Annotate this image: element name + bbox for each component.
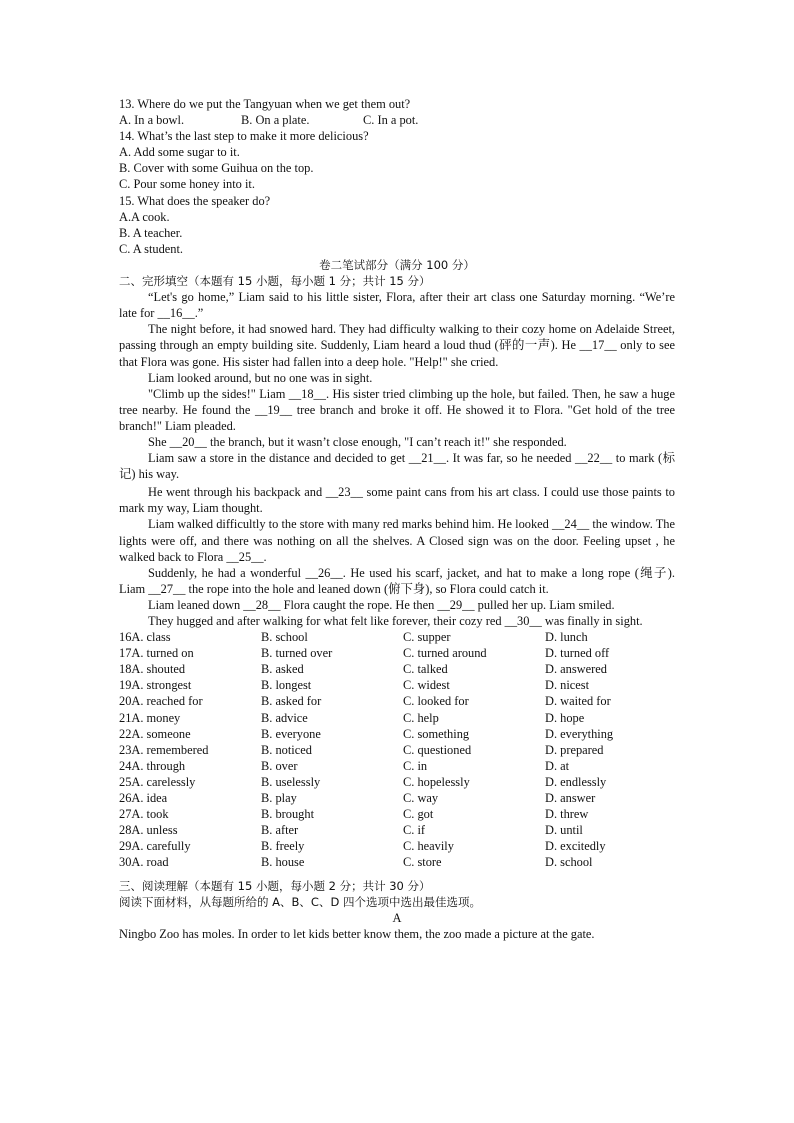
option-cell: C. widest [403,678,450,693]
option-row [119,774,679,790]
reading-instruction: 阅读下面材料，从每题所给的 A、B、C、D 四个选项中选出最佳选项。 [119,894,481,909]
option-cell: 19A. strongest [119,678,192,693]
option-row [119,790,679,806]
exam-content [119,96,675,942]
cloze-paragraph: Liam walked difficultly to the store with many red marks behind him. He looked __24__ the window. The lights were off, and there was nothing on all the shelves. A Closed sign was on the door. Feeling upset , he walked back to Flora __25__. [119,517,675,564]
option-cell: C. if [403,823,426,838]
option-cell: B. asked [261,662,304,677]
question-13-options [119,112,675,128]
option-cell: C. way [403,791,439,806]
option-cell: B. play [261,791,297,806]
option-cell: D. endlessly [545,774,607,789]
cloze-heading: 二、完形填空（本题有 15 小题，每小题 1 分；共计 15 分） [119,274,431,289]
cloze-paragraph: “Let's go home,” Liam said to his little sister, Flora, after their art class one Saturday morning. “We’re late for __16__.” [119,290,675,321]
option-cell: 29A. carefully [119,839,191,854]
option-cell: 30A. road [119,855,169,870]
option-b: B. A teacher. [119,225,183,240]
option-row [119,758,679,774]
cloze-paragraph: Suddenly, he had a wonderful __26__. He used his scarf, jacket, and hat to make a long rope (绳子). Liam __27__ the rope into the hole and leaned down (俯下身), so Flora could catch it. [119,565,675,596]
cloze-paragraph: The night before, it had snowed hard. They had difficulty walking to their cozy home on Adelaide Street, passing through an empty building site. Suddenly, Liam heard a loud thud (砰的一声). He __17__ only to see that Flora was gone. His sister had fallen into a deep hole. "Help!" she cried. [119,322,675,369]
option-a: A. Add some sugar to it. [119,145,240,160]
option-row [119,645,679,661]
option-cell: C. looked for [403,694,469,709]
option-cell: C. got [403,807,434,822]
option-row [119,661,679,677]
option-cell: D. until [545,823,583,838]
option-cell: D. answered [545,662,607,677]
option-cell: 24A. through [119,758,186,773]
option-row [119,742,679,758]
cloze-paragraph: He went through his backpack and __23__ some paint cans from his art class. I could use those paints to mark my way, Liam thought. [119,485,675,516]
option-row [119,693,679,709]
option-cell: 27A. took [119,807,169,822]
option-cell: B. everyone [261,726,321,741]
option-cell: D. hope [545,710,585,725]
option-c: C. Pour some honey into it. [119,177,255,192]
option-b: B. Cover with some Guihua on the top. [119,161,314,176]
option-cell: B. brought [261,807,315,822]
option-row [119,838,679,854]
option-c: C. A student. [119,241,184,256]
option-cell: 21A. money [119,710,181,725]
cloze-paragraph: They hugged and after walking for what felt like forever, their cozy red __30__ was finally in sight. [148,614,643,628]
passage-first-line: Ningbo Zoo has moles. In order to let kids better know them, the zoo made a picture at the gate. [119,926,595,941]
option-c: C. In a pot. [363,113,419,128]
option-cell: C. hopelessly [403,774,470,789]
option-a: A.A cook. [119,209,170,224]
option-cell: D. nicest [545,678,590,693]
option-cell: D. threw [545,807,589,822]
cloze-paragraph: She __20__ the branch, but it wasn’t close enough, "I can’t reach it!" she responded. [148,434,567,449]
option-cell: C. heavily [403,839,454,854]
cloze-paragraph: Liam saw a store in the distance and decided to get __21__. It was far, so he needed __22__ to mark (标记) his way. [119,451,675,482]
question-13: 13. Where do we put the Tangyuan when we get them out? [119,97,411,111]
option-cell: 18A. shouted [119,662,186,677]
cloze-paragraph: Liam looked around, but no one was in sight. [148,370,373,385]
option-a: A. In a bowl. [119,113,185,128]
option-cell: C. turned around [403,646,487,661]
cloze-options-table [119,629,679,870]
option-cell: 17A. turned on [119,646,194,661]
option-cell: D. prepared [545,742,604,757]
option-cell: 20A. reached for [119,694,203,709]
option-cell: C. in [403,758,428,773]
option-row [119,677,679,693]
option-cell: 25A. carelessly [119,774,196,789]
question-15: 15. What does the speaker do? [119,193,271,208]
option-cell: 22A. someone [119,726,191,741]
option-cell: B. longest [261,678,312,693]
cloze-paragraph: "Climb up the sides!" Liam __18__. His sister tried climbing up the hole, but failed. Then, he saw a huge tree nearby. He found the __19__ tree branch and broke it off. He showed it to Flora. "Get hold of the tree branch!" Liam pleaded. [119,386,675,433]
option-row [119,710,679,726]
option-cell: D. everything [545,726,614,741]
option-cell: B. freely [261,839,305,854]
option-cell: 16A. class [119,630,171,645]
option-cell: B. after [261,823,299,838]
option-cell: C. store [403,855,442,870]
option-cell: C. something [403,726,470,741]
question-14: 14. What’s the last step to make it more delicious? [119,129,369,144]
option-cell: 23A. remembered [119,742,209,757]
option-cell: C. talked [403,662,448,677]
option-row [119,806,679,822]
option-cell: B. over [261,758,298,773]
option-cell: 28A. unless [119,823,178,838]
option-cell: B. school [261,630,308,645]
option-row [119,726,679,742]
option-cell: B. house [261,855,305,870]
reading-heading: 三、阅读理解（本题有 15 小题，每小题 2 分；共计 30 分） [119,878,431,893]
option-cell: B. uselessly [261,774,321,789]
option-cell: D. excitedly [545,839,606,854]
option-cell: 26A. idea [119,791,168,806]
option-cell: C. questioned [403,742,472,757]
option-row [119,854,679,870]
option-cell: D. lunch [545,630,588,645]
cloze-paragraph: Liam leaned down __28__ Flora caught the rope. He then __29__ pulled her up. Liam smiled. [148,597,615,612]
option-b: B. On a plate. [241,113,310,128]
option-cell: B. noticed [261,742,312,757]
option-cell: D. waited for [545,694,611,709]
option-cell: B. advice [261,710,308,725]
option-cell: D. turned off [545,646,610,661]
option-row [119,629,679,645]
option-cell: B. asked for [261,694,322,709]
option-cell: D. school [545,855,593,870]
option-cell: D. answer [545,791,596,806]
part2-title: 卷二笔试部分（满分 100 分） [319,257,475,272]
option-cell: C. supper [403,630,451,645]
option-cell: D. at [545,758,570,773]
passage-label: A [392,910,402,925]
option-cell: B. turned over [261,646,333,661]
option-row [119,822,679,838]
option-cell: C. help [403,710,439,725]
